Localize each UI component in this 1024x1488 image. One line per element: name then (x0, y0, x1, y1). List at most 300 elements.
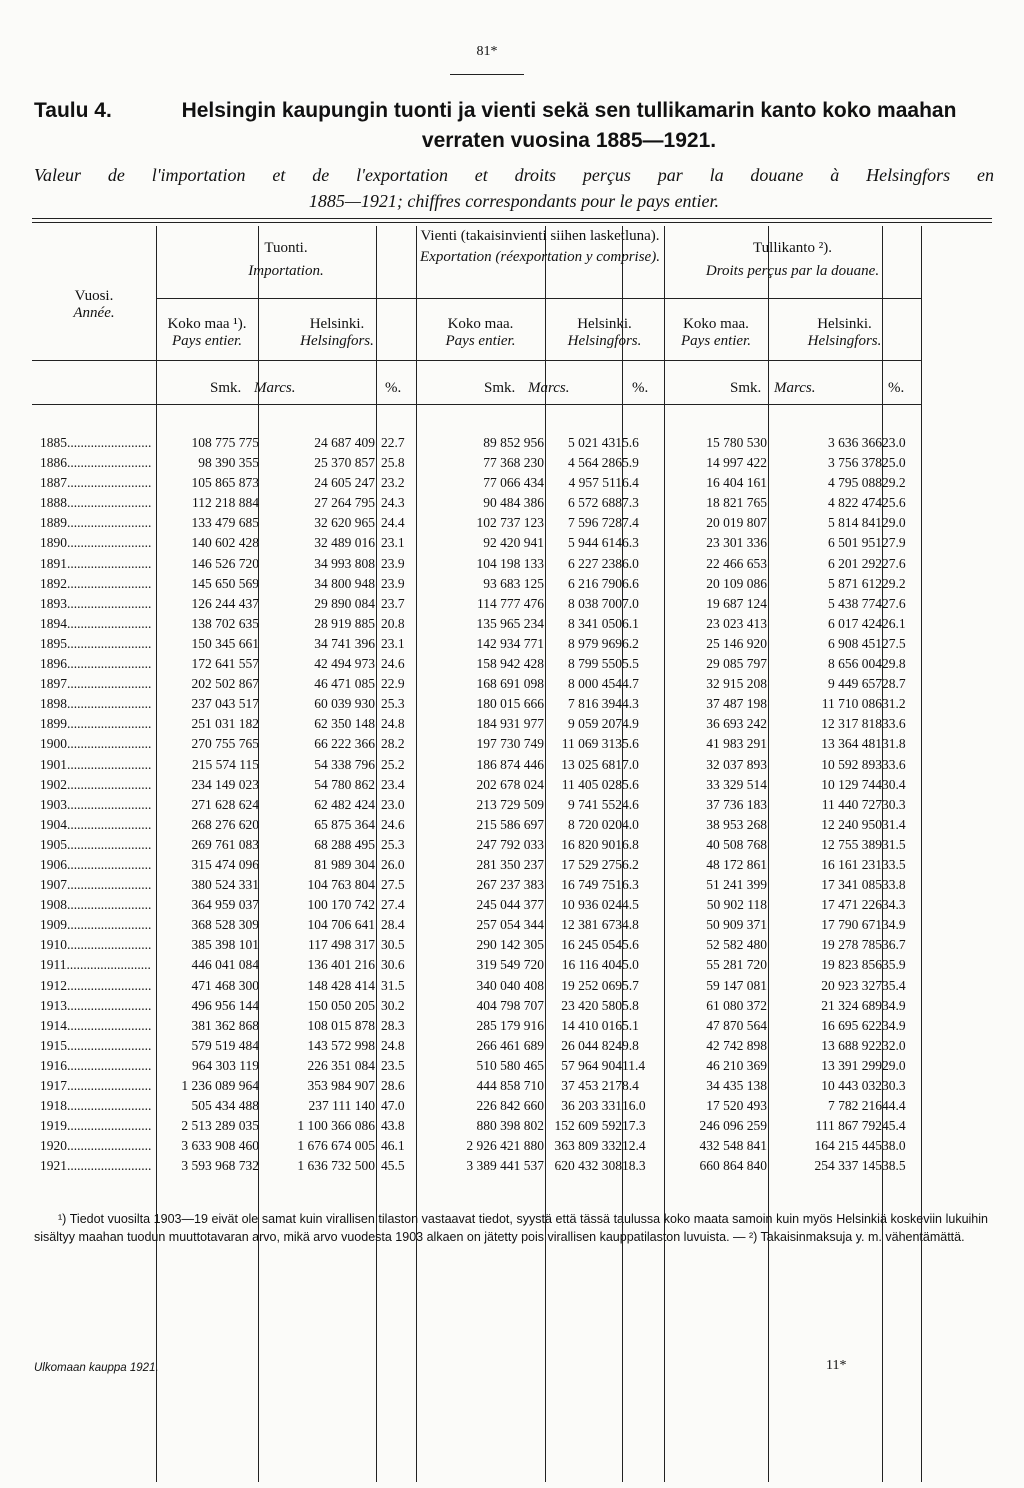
cell-cust-country: 52 582 480 (706, 937, 767, 953)
cell-cust-pct: 36.7 (882, 937, 906, 953)
cell-imp-country: 381 362 868 (191, 1017, 259, 1033)
cell-cust-country: 20 109 086 (706, 575, 767, 591)
cell-exp-pct: 5.9 (622, 455, 639, 471)
cell-cust-city: 6 017 424 (828, 615, 882, 631)
cell-cust-pct: 28.7 (882, 676, 906, 692)
cell-exp-country: 510 580 465 (476, 1057, 544, 1073)
cell-exp-city: 23 420 580 (561, 997, 622, 1013)
cell-exp-city: 13 025 681 (561, 756, 622, 772)
cell-cust-city: 12 317 818 (821, 716, 882, 732)
cell-cust-city: 12 240 950 (821, 816, 882, 832)
cell-imp-city: 34 993 808 (314, 555, 375, 571)
cell-exp-country: 3 389 441 537 (466, 1158, 544, 1174)
cell-cust-city: 9 449 657 (828, 676, 882, 692)
cell-cust-country: 23 301 336 (706, 535, 767, 551)
cell-imp-pct: 30.5 (381, 937, 405, 953)
cell-imp-city: 54 780 862 (314, 776, 375, 792)
cell-exp-country: 202 678 024 (476, 776, 544, 792)
page-number: 81* (476, 44, 498, 59)
cell-imp-pct: 23.5 (381, 1057, 405, 1073)
cell-exp-city: 11 405 028 (561, 776, 622, 792)
cell-imp-city: 108 015 878 (307, 1017, 375, 1033)
cell-cust-city: 20 923 327 (821, 977, 882, 993)
cell-cust-pct: 26.1 (882, 615, 906, 631)
cell-cust-city: 6 908 451 (828, 635, 882, 651)
cell-cust-country: 20 019 807 (706, 515, 767, 531)
cell-imp-city: 1 636 732 500 (297, 1158, 375, 1174)
cell-imp-pct: 27.5 (381, 877, 405, 893)
cell-imp-pct: 47.0 (381, 1098, 405, 1114)
cell-exp-pct: 6.8 (622, 836, 639, 852)
cell-cust-city: 7 782 216 (828, 1098, 882, 1114)
table-row (32, 714, 992, 734)
cell-exp-city: 10 936 024 (561, 897, 622, 913)
cell-imp-country: 202 502 867 (191, 676, 259, 692)
cell-imp-city: 1 676 674 005 (297, 1138, 375, 1154)
cell-exp-city: 8 000 454 (568, 676, 622, 692)
cell-imp-city: 143 572 998 (307, 1037, 375, 1053)
cell-cust-pct: 33.5 (882, 856, 906, 872)
cell-cust-city: 3 756 378 (828, 455, 882, 471)
cell-imp-country: 112 218 884 (192, 495, 259, 511)
cell-exp-country: 197 730 749 (476, 736, 544, 752)
cell-year: 1908......................... (40, 897, 152, 913)
cell-exp-city: 363 809 332 (554, 1138, 622, 1154)
cell-exp-city: 5 021 431 (568, 435, 622, 450)
cell-imp-pct: 28.2 (381, 736, 405, 752)
cell-imp-city: 62 482 424 (314, 796, 375, 812)
cell-year: 1902......................... (40, 776, 152, 792)
cell-imp-pct: 23.2 (381, 475, 405, 491)
cell-imp-country: 496 956 144 (191, 997, 259, 1013)
cell-cust-city: 13 364 481 (821, 736, 882, 752)
cell-year: 1907......................... (40, 877, 152, 893)
cell-imp-pct: 24.3 (381, 495, 405, 511)
export-city-header: Helsinki. Helsingfors. (567, 316, 642, 349)
cell-exp-pct: 8.4 (622, 1078, 639, 1093)
table-row (32, 554, 992, 574)
cell-imp-pct: 27.4 (381, 897, 405, 913)
cell-year: 1885......................... (40, 435, 152, 450)
table-row (32, 1116, 992, 1136)
cell-exp-pct: 4.9 (622, 716, 639, 732)
cell-imp-country: 237 043 517 (191, 696, 259, 712)
cell-exp-city: 9 059 207 (568, 716, 622, 732)
unit-pct: %. (888, 380, 905, 396)
cell-cust-country: 34 435 138 (706, 1078, 767, 1093)
cell-exp-country: 135 965 234 (476, 615, 544, 631)
cell-cust-country: 25 146 920 (706, 635, 767, 651)
cell-cust-city: 21 324 689 (821, 997, 882, 1013)
cell-cust-pct: 33.6 (882, 756, 906, 772)
cell-exp-city: 6 227 238 (568, 555, 622, 571)
cell-year: 1897......................... (40, 676, 152, 692)
cell-exp-pct: 6.2 (622, 856, 639, 872)
export-header: Vienti (takaisinvienti siihen lasketluna). Exportation (réexportation y comprise). (420, 228, 660, 265)
cell-cust-city: 4 822 474 (828, 495, 882, 511)
table-row (32, 433, 992, 453)
cell-exp-country: 290 142 305 (476, 937, 544, 953)
cell-cust-city: 17 790 671 (821, 917, 882, 933)
cell-imp-pct: 22.7 (381, 435, 405, 450)
cell-cust-city: 17 471 226 (821, 897, 882, 913)
header-rule (156, 298, 921, 299)
unit-marcs: Marcs. (254, 380, 296, 396)
cell-cust-country: 50 902 118 (706, 897, 767, 913)
cell-imp-city: 29 890 084 (314, 595, 375, 611)
footer-page-number: 11* (826, 1358, 847, 1373)
cell-year: 1917......................... (40, 1078, 152, 1093)
cell-cust-country: 37 736 183 (706, 796, 767, 812)
cell-cust-city: 5 814 841 (828, 515, 882, 531)
cell-imp-pct: 30.6 (381, 957, 405, 973)
table-row (32, 815, 992, 835)
table-row (32, 734, 992, 754)
cell-cust-country: 38 953 268 (706, 816, 767, 832)
cell-year: 1894......................... (40, 615, 152, 631)
cell-year: 1911......................... (40, 957, 151, 973)
cell-exp-pct: 4.8 (622, 917, 639, 933)
cell-exp-country: 340 040 408 (476, 977, 544, 993)
cell-exp-city: 6 572 688 (568, 495, 622, 511)
cell-cust-city: 4 795 088 (828, 475, 882, 491)
cell-imp-city: 104 763 804 (307, 877, 375, 893)
cell-imp-country: 138 702 635 (191, 615, 259, 631)
cell-imp-city: 24 605 247 (314, 475, 375, 491)
cell-imp-pct: 24.8 (381, 1037, 405, 1053)
title-fr-line2: 1885—1921; chiffres correspondants pour le pays entier. (308, 191, 720, 211)
cell-exp-country: 281 350 237 (476, 856, 544, 872)
export-country-header: Koko maa. Pays entier. (445, 316, 516, 349)
cell-year: 1909......................... (40, 917, 152, 933)
cell-cust-city: 8 656 004 (828, 656, 882, 672)
cell-imp-city: 353 984 907 (307, 1078, 375, 1093)
cell-cust-country: 23 023 413 (706, 615, 767, 631)
cell-imp-country: 385 398 101 (191, 937, 259, 953)
cell-cust-city: 19 278 785 (821, 937, 882, 953)
cell-exp-city: 8 720 020 (568, 816, 622, 832)
table-row (32, 533, 992, 553)
cell-cust-city: 10 443 032 (821, 1078, 882, 1093)
cell-cust-pct: 34.3 (882, 897, 906, 913)
cell-year: 1891......................... (40, 555, 152, 571)
cell-cust-country: 660 864 840 (699, 1158, 767, 1174)
footer-source: Ulkomaan kauppa 1921. (34, 1362, 159, 1374)
cell-imp-city: 46 471 085 (314, 676, 375, 692)
table-row (32, 453, 992, 473)
cell-exp-pct: 5.7 (622, 977, 639, 993)
cell-exp-pct: 5.8 (622, 997, 639, 1013)
header-rule (32, 360, 921, 361)
cell-year: 1896......................... (40, 656, 152, 672)
cell-cust-pct: 30.3 (882, 796, 906, 812)
cell-imp-country: 368 528 309 (191, 917, 259, 933)
cell-imp-country: 1 236 089 964 (181, 1078, 259, 1093)
table-row (32, 1096, 992, 1116)
cell-imp-country: 2 513 289 035 (181, 1118, 259, 1134)
cell-exp-country: 158 942 428 (476, 656, 544, 672)
cell-cust-country: 61 080 372 (706, 997, 767, 1013)
cell-exp-pct: 4.3 (622, 696, 639, 712)
cell-exp-city: 12 381 673 (561, 917, 622, 933)
cell-exp-country: 247 792 033 (476, 836, 544, 852)
cell-imp-city: 148 428 414 (307, 977, 375, 993)
cell-exp-country: 168 691 098 (476, 676, 544, 692)
cell-exp-pct: 4.0 (622, 816, 639, 832)
cell-exp-pct: 7.0 (622, 595, 639, 611)
table-title-french (34, 162, 994, 214)
cell-exp-city: 57 964 904 (561, 1057, 622, 1073)
cell-imp-city: 104 706 641 (307, 917, 375, 933)
customs-country-header: Koko maa. Pays entier. (681, 316, 751, 349)
table-row (32, 976, 992, 996)
cell-exp-city: 152 609 592 (554, 1118, 622, 1134)
cell-exp-pct: 16.0 (622, 1098, 646, 1114)
import-header: Tuonti. Importation. (248, 240, 324, 279)
cell-cust-country: 29 085 797 (706, 656, 767, 672)
cell-cust-pct: 35.4 (882, 977, 906, 993)
table-row (32, 1136, 992, 1156)
cell-imp-pct: 24.8 (381, 716, 405, 732)
cell-imp-country: 105 865 873 (191, 475, 259, 491)
cell-exp-city: 37 453 217 (561, 1078, 622, 1093)
cell-cust-pct: 27.5 (882, 635, 906, 651)
cell-imp-pct: 45.5 (381, 1158, 405, 1174)
table-row (32, 996, 992, 1016)
cell-imp-country: 3 633 908 460 (181, 1138, 259, 1154)
cell-imp-city: 1 100 366 086 (297, 1118, 375, 1134)
cell-exp-city: 6 216 790 (568, 575, 622, 591)
cell-imp-pct: 20.8 (381, 615, 405, 631)
cell-imp-pct: 24.6 (381, 816, 405, 832)
cell-exp-city: 17 529 275 (561, 856, 622, 872)
cell-imp-city: 226 351 084 (307, 1057, 375, 1073)
cell-year: 1890......................... (40, 535, 152, 551)
cell-imp-country: 446 041 084 (191, 957, 259, 973)
cell-cust-country: 48 172 861 (706, 856, 767, 872)
cell-exp-city: 19 252 069 (561, 977, 622, 993)
cell-cust-country: 14 997 422 (706, 455, 767, 471)
cell-cust-pct: 25.6 (882, 495, 906, 511)
title-fr-line1: Valeur de l'importation et de l'exportation et droits perçus par la douane à Helsingfors en (34, 165, 994, 185)
cell-year: 1914......................... (40, 1017, 152, 1033)
cell-imp-country: 133 479 685 (191, 515, 259, 531)
cell-year: 1904......................... (40, 816, 152, 832)
cell-imp-country: 270 755 765 (191, 736, 259, 752)
cell-imp-pct: 23.1 (381, 535, 405, 551)
cell-exp-pct: 17.3 (622, 1118, 646, 1134)
cell-exp-country: 215 586 697 (476, 816, 544, 832)
cell-exp-country: 226 842 660 (476, 1098, 544, 1114)
cell-cust-pct: 27.6 (882, 595, 906, 611)
cell-exp-city: 8 038 700 (568, 595, 622, 611)
cell-imp-city: 62 350 148 (314, 716, 375, 732)
cell-cust-country: 246 096 259 (699, 1118, 767, 1134)
cell-exp-city: 36 203 331 (561, 1098, 622, 1114)
cell-year: 1913......................... (40, 997, 152, 1013)
cell-cust-pct: 29.2 (882, 575, 906, 591)
cell-exp-city: 5 944 614 (568, 535, 622, 551)
cell-imp-country: 146 526 720 (191, 555, 259, 571)
cell-cust-pct: 38.5 (882, 1158, 906, 1174)
cell-cust-city: 17 341 085 (821, 877, 882, 893)
cell-exp-city: 8 979 969 (568, 635, 622, 651)
cell-exp-pct: 4.6 (622, 796, 639, 812)
unit-smk: Smk. (730, 380, 762, 396)
cell-cust-pct: 29.0 (882, 515, 906, 531)
cell-imp-country: 471 468 300 (191, 977, 259, 993)
cell-year: 1916......................... (40, 1057, 152, 1073)
cell-cust-pct: 33.6 (882, 716, 906, 732)
cell-imp-pct: 43.8 (381, 1118, 405, 1134)
cell-exp-pct: 5.6 (622, 736, 639, 752)
cell-year: 1889......................... (40, 515, 152, 531)
cell-cust-city: 10 592 893 (821, 756, 882, 772)
table-label: Taulu 4. (34, 99, 112, 122)
cell-exp-country: 2 926 421 880 (466, 1138, 544, 1154)
cell-cust-country: 40 508 768 (706, 836, 767, 852)
cell-imp-pct: 23.9 (381, 575, 405, 591)
table-row (32, 955, 992, 975)
footnote: ¹) Tiedot vuosilta 1903—19 eivät ole samat kuin virallisen tilaston vastaavat tiedot, syystä että tässä taulussa koko maata samoin kuin myös Helsinkiä koskeviin lukuihin sisältyy maahan tuodun muuttotavaran arvo, mikä arvo vuodesta 1903 alkaen on jätetty pois virallisen kauppatilaston luvuista. — ²) Takaisinmaksuja y. m. vähentämättä. (34, 1212, 988, 1244)
cell-exp-pct: 7.4 (622, 515, 639, 531)
table-row (32, 1036, 992, 1056)
cell-imp-country: 150 345 661 (191, 635, 259, 651)
cell-imp-pct: 23.1 (381, 635, 405, 651)
cell-year: 1918......................... (40, 1098, 152, 1114)
cell-exp-pct: 5.1 (622, 1017, 639, 1033)
cell-exp-pct: 5.6 (622, 937, 639, 953)
cell-cust-pct: 23.0 (882, 435, 906, 450)
cell-imp-country: 172 641 557 (191, 656, 259, 672)
cell-imp-city: 66 222 366 (314, 736, 375, 752)
cell-exp-country: 245 044 377 (476, 897, 544, 913)
cell-cust-city: 5 438 774 (828, 595, 882, 611)
cell-cust-country: 15 780 530 (706, 435, 767, 450)
table-row (32, 634, 992, 654)
cell-imp-country: 579 519 484 (191, 1037, 259, 1053)
table-row (32, 875, 992, 895)
table-row (32, 694, 992, 714)
cell-cust-city: 16 695 622 (821, 1017, 882, 1033)
cell-exp-country: 880 398 802 (476, 1118, 544, 1134)
cell-imp-country: 364 959 037 (191, 897, 259, 913)
cell-imp-pct: 28.3 (381, 1017, 405, 1033)
cell-cust-city: 3 636 366 (828, 435, 882, 450)
table-row (32, 1016, 992, 1036)
cell-year: 1912......................... (40, 977, 152, 993)
cell-imp-pct: 24.4 (381, 515, 405, 531)
cell-cust-city: 164 215 445 (814, 1138, 882, 1154)
cell-imp-pct: 23.0 (381, 796, 405, 812)
cell-exp-country: 285 179 916 (476, 1017, 544, 1033)
cell-imp-pct: 23.9 (381, 555, 405, 571)
cell-cust-pct: 35.9 (882, 957, 906, 973)
cell-cust-city: 13 391 299 (821, 1057, 882, 1073)
cell-exp-pct: 5.6 (622, 435, 639, 450)
cell-imp-country: 140 602 428 (191, 535, 259, 551)
cell-year: 1910......................... (40, 937, 152, 953)
cell-cust-country: 47 870 564 (706, 1017, 767, 1033)
cell-exp-city: 4 957 511 (568, 475, 622, 491)
cell-cust-pct: 34.9 (882, 917, 906, 933)
cell-cust-country: 55 281 720 (706, 957, 767, 973)
cell-cust-pct: 27.6 (882, 555, 906, 571)
table-row (32, 473, 992, 493)
cell-imp-pct: 25.8 (381, 455, 405, 471)
cell-exp-city: 9 741 552 (568, 796, 622, 812)
customs-city-header: Helsinki. Helsingfors. (807, 316, 882, 349)
cell-imp-city: 32 489 016 (314, 535, 375, 551)
cell-year: 1892......................... (40, 575, 152, 591)
cell-year: 1901......................... (40, 756, 152, 772)
cell-imp-country: 251 031 182 (191, 716, 259, 732)
table-row (32, 493, 992, 513)
cell-exp-city: 4 564 286 (568, 455, 622, 471)
cell-year: 1905......................... (40, 836, 152, 852)
cell-exp-pct: 5.0 (622, 957, 639, 973)
table-row (32, 574, 992, 594)
cell-cust-city: 13 688 922 (821, 1037, 882, 1053)
cell-imp-country: 145 650 569 (191, 575, 259, 591)
cell-cust-country: 37 487 198 (706, 696, 767, 712)
cell-cust-pct: 32.0 (882, 1037, 906, 1053)
cell-cust-city: 254 337 145 (814, 1158, 882, 1174)
year-header: Vuosi. Année. (73, 288, 115, 321)
unit-smk: Smk. (210, 380, 242, 396)
cell-imp-country: 215 574 115 (192, 756, 259, 772)
cell-cust-country: 50 909 371 (706, 917, 767, 933)
cell-imp-pct: 22.9 (381, 676, 405, 692)
cell-year: 1886......................... (40, 455, 152, 471)
cell-cust-country: 46 210 369 (706, 1057, 767, 1073)
table-row (32, 915, 992, 935)
table-row (32, 1056, 992, 1076)
cell-imp-pct: 25.3 (381, 696, 405, 712)
cell-exp-city: 16 749 751 (561, 877, 622, 893)
cell-exp-country: 104 198 133 (476, 555, 544, 571)
cell-exp-country: 257 054 344 (476, 917, 544, 933)
cell-exp-country: 77 368 230 (483, 455, 544, 471)
cell-exp-city: 16 245 054 (561, 937, 622, 953)
cell-cust-pct: 34.9 (882, 997, 906, 1013)
cell-exp-pct: 4.5 (622, 897, 639, 913)
statistics-table (32, 226, 992, 1488)
cell-cust-pct: 44.4 (882, 1098, 906, 1114)
cell-exp-pct: 6.3 (622, 877, 639, 893)
table-row (32, 795, 992, 815)
cell-exp-country: 102 737 123 (476, 515, 544, 531)
cell-imp-country: 3 593 968 732 (181, 1158, 259, 1174)
cell-imp-country: 268 276 620 (191, 816, 259, 832)
customs-header: Tullikanto ²). Droits perçus par la douane. (705, 240, 880, 279)
table-row (32, 855, 992, 875)
unit-pct: %. (632, 380, 649, 396)
cell-year: 1921......................... (40, 1158, 152, 1174)
cell-exp-city: 16 116 404 (561, 957, 622, 973)
cell-imp-city: 25 370 857 (314, 455, 375, 471)
cell-imp-city: 32 620 965 (314, 515, 375, 531)
cell-imp-city: 27 264 795 (314, 495, 375, 511)
cell-imp-pct: 30.2 (381, 997, 405, 1013)
table-row (32, 1156, 992, 1176)
cell-exp-pct: 9.8 (622, 1037, 639, 1053)
unit-smk: Smk. (484, 380, 516, 396)
cell-exp-country: 184 931 977 (476, 716, 544, 732)
cell-imp-pct: 28.6 (381, 1078, 405, 1093)
cell-imp-country: 108 775 775 (191, 435, 259, 450)
cell-cust-pct: 30.4 (882, 776, 906, 792)
